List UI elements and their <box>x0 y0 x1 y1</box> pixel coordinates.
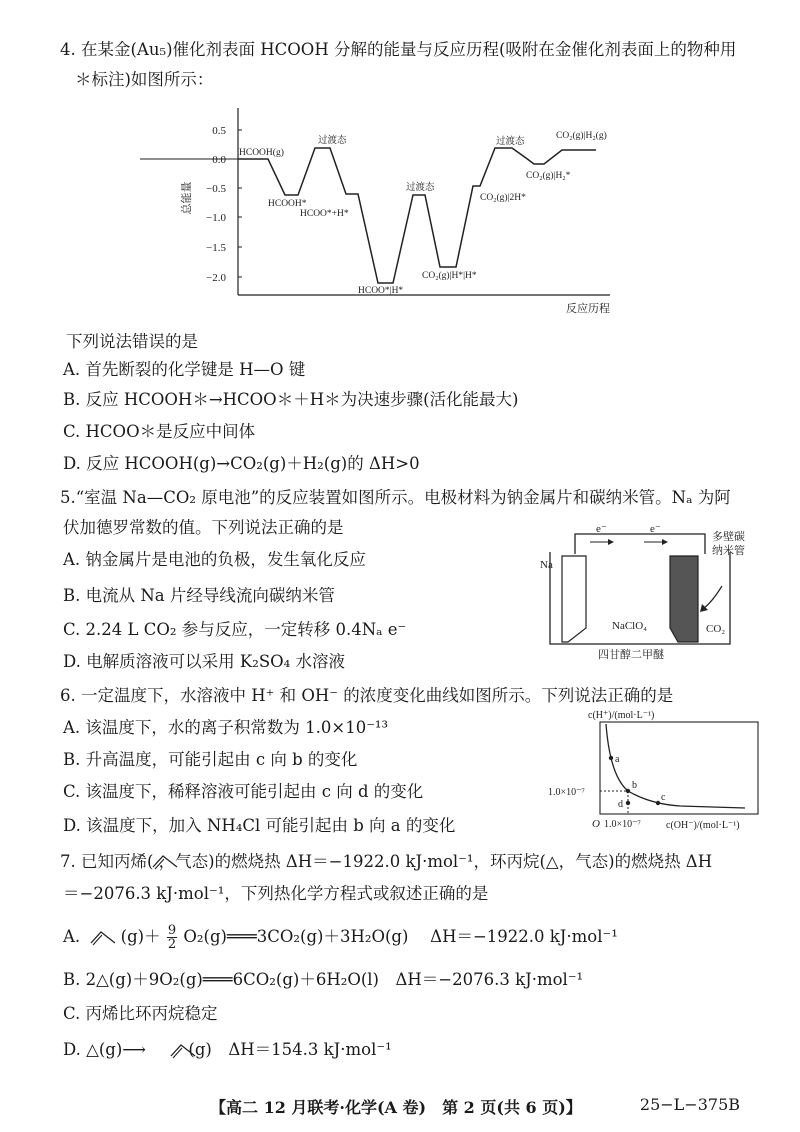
na-label: Na <box>540 559 553 571</box>
propene-structure-icon <box>150 852 180 870</box>
q5-option-d: D. 电解质溶液可以采用 K₂SO₄ 水溶液 <box>63 652 346 671</box>
co2-label: CO₂ <box>706 623 726 635</box>
q7-stem-line2: ＝−2076.3 kJ·mol⁻¹，下列热化学方程式或叙述正确的是 <box>63 884 489 903</box>
label-ts2: 过渡态 <box>406 183 435 193</box>
q6-option-d: D. 该温度下，加入 NH₄Cl 可能引起由 b 向 a 的变化 <box>63 816 456 835</box>
q4-option-a: A. 首先断裂的化学键是 H—O 键 <box>63 360 306 379</box>
solvent-label: 四甘醇二甲醚 <box>598 649 664 661</box>
q4-option-d: D. 反应 HCOOH(g)→CO₂(g)＋H₂(g)的 ΔH>0 <box>63 454 420 473</box>
q5-option-b: B. 电流从 Na 片经导线流向碳纳米管 <box>63 586 335 605</box>
kw-curve <box>606 724 745 808</box>
q6-stem: 6. 一定温度下，水溶液中 H⁺ 和 OH⁻ 的浓度变化曲线如图所示。下列说法正确的是 <box>60 686 674 705</box>
q5-stem-line1: 5.“室温 Na—CO₂ 原电池”的反应装置如图所示。电极材料为钠金属片和碳纳米管。Nₐ 为阿 <box>60 488 731 507</box>
cnt-label-1: 多壁碳 <box>712 531 745 543</box>
graph-frame <box>600 722 758 814</box>
label-hcoo-h2: HCOO*|H* <box>358 286 404 296</box>
point-a <box>609 756 613 760</box>
q7-stem-text: 7. 已知丙烯( ，气态)的燃烧热 ΔH＝−1922.0 kJ·mol⁻¹，环丙烷(△，气态)的燃烧热 ΔH <box>60 852 713 871</box>
ytick-label: −2.0 <box>206 272 226 284</box>
q4-option-b: B. 反应 HCOOH＊→HCOO＊＋H＊为决速步骤(活化能最大) <box>63 390 519 409</box>
propene-structure-icon <box>88 928 118 946</box>
fraction-numerator: 9 <box>167 923 177 938</box>
graph-xtick: 1.0×10⁻⁷ <box>604 819 641 830</box>
footer-title: 【高二 12 月联考·化学(A 卷) 第 2 页(共 6 页)】 <box>210 1098 582 1117</box>
label-co2-2h: CO₂(g)|2H* <box>480 193 526 203</box>
ytick-label: 0.0 <box>212 154 226 166</box>
battery-diagram <box>520 512 760 662</box>
na-electrode <box>562 556 586 642</box>
q7-option-a-rest: O₂(g)═══3CO₂(g)＋3H₂O(g) ΔH＝−1922.0 kJ·mol⁻¹ <box>183 927 618 946</box>
ytick-label: 0.5 <box>212 125 226 137</box>
ytick-label: −0.5 <box>206 183 226 195</box>
point-a-label: a <box>615 754 620 765</box>
q4-prompt: 下列说法错误的是 <box>66 332 198 351</box>
q7-option-d <box>63 1038 392 1062</box>
cnt-label-2: 纳米管 <box>712 545 745 557</box>
label-co2-h-h: CO₂(g)|H*|H* <box>422 271 477 281</box>
point-d-label: d <box>618 799 623 810</box>
q4-stem-line2: ＊标注)如图所示： <box>75 70 214 89</box>
q5-stem-line2: 伏加德罗常数的值。下列说法正确的是 <box>63 518 344 537</box>
label-hcoo-h: HCOO*+H* <box>300 209 349 219</box>
q4-stem-line1: 4. 在某金(Au₅)催化剂表面 HCOOH 分解的能量与反应历程(吸附在金催化剂表面上的物种用 <box>60 40 737 59</box>
q7-option-c: C. 丙烯比环丙烷稳定 <box>63 1004 218 1023</box>
q6-option-b: B. 升高温度，可能引起由 c 向 b 的变化 <box>63 750 358 769</box>
point-c-label: c <box>661 792 666 803</box>
external-wire <box>575 534 705 554</box>
y-axis-title: 总能量 <box>181 181 193 215</box>
cnt-electrode <box>670 556 698 642</box>
footer-code: 25−L−375B <box>639 1095 740 1114</box>
q4-option-c: C. HCOO＊是反应中间体 <box>63 422 256 441</box>
fraction-denominator: 2 <box>167 937 177 952</box>
concentration-graph <box>540 706 770 836</box>
x-axis-title: 反应历程 <box>566 303 610 315</box>
energy-path <box>238 148 596 283</box>
point-d <box>626 801 630 805</box>
graph-x-axis-title: c(OH⁻)/(mol·L⁻¹) <box>666 820 740 831</box>
label-ts1: 过渡态 <box>318 136 347 146</box>
graph-origin: O <box>592 818 600 830</box>
q7-option-b: B. 2△(g)＋9O₂(g)═══6CO₂(g)＋6H₂O(l) ΔH＝−2076.3 kJ·mol⁻¹ <box>63 970 584 989</box>
point-b-label: b <box>632 780 637 791</box>
q7-option-a <box>63 924 618 951</box>
q7-option-d-post: (g) ΔH＝154.3 kJ·mol⁻¹ <box>188 1040 392 1059</box>
co2-arrow <box>704 586 722 608</box>
label-hcooh-ads: HCOOH* <box>268 199 307 209</box>
point-c <box>656 801 660 805</box>
point-b <box>626 789 630 793</box>
ytick-label: −1.0 <box>206 212 226 224</box>
label-co2-h2-g: CO₂(g)|H₂(g) <box>556 131 607 141</box>
label-hcooh-g: HCOOH(g) <box>239 148 284 158</box>
q7-option-a-label: A. <box>63 927 81 946</box>
q7-option-d-pre: D. △(g)⟶ <box>63 1040 146 1059</box>
electron-label-2: e⁻ <box>650 523 661 535</box>
ytick-label: −1.5 <box>206 242 226 254</box>
energy-profile-chart <box>140 100 660 325</box>
propene-structure-icon <box>168 1041 198 1059</box>
label-co2-h2-ads: CO₂(g)|H₂* <box>526 171 571 181</box>
q5-option-c: C. 2.24 L CO₂ 参与反应，一定转移 0.4Nₐ e⁻ <box>63 620 407 639</box>
electron-label-1: e⁻ <box>596 523 607 535</box>
graph-y-axis-title: c(H⁺)/(mol·L⁻¹) <box>588 710 655 721</box>
q6-option-c: C. 该温度下，稀释溶液可能引起由 c 向 d 的变化 <box>63 782 424 801</box>
graph-ytick: 1.0×10⁻⁷ <box>548 787 585 798</box>
q7-option-a-mid: (g)＋ <box>120 927 161 946</box>
q5-option-a: A. 钠金属片是电池的负极，发生氧化反应 <box>63 550 366 569</box>
electrolyte-label: NaClO₄ <box>612 620 647 632</box>
q6-option-a: A. 该温度下，水的离子积常数为 1.0×10⁻¹³ <box>63 718 389 737</box>
label-ts3: 过渡态 <box>496 137 525 147</box>
